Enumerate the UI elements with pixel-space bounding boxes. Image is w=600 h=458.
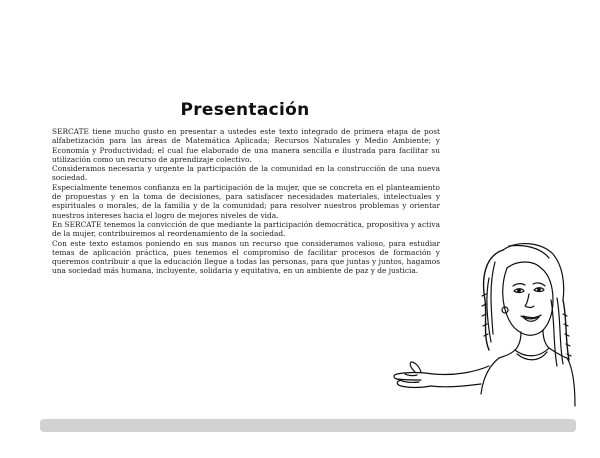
paragraph-closing: Con este texto estamos poniendo en sus manos un recurso que consideramos valioso, para estudiar temas de aplicación práctica, pues tenemos el compromiso de facilitar procesos de formación y queremos contribuir a que la educación llegue a todas las personas, para que juntas y juntos, hagamos una sociedad más humana, incluyente, solidaria y equitativa, en un ambiente de paz y de justicia. xyxy=(52,238,440,276)
paragraph-conviction: En SERCATE tenemos la convicción de que mediante la participación democrática, propositiva y activa de la mujer, contribuiremos al reordenamiento de la sociedad. xyxy=(52,219,440,239)
footer-bar xyxy=(40,419,576,432)
paragraph-intro: SERCATE tiene mucho gusto en presentar a ustedes este texto integrado de primera etapa de post alfabetización para las áreas de Matemática Aplicada; Recursos Naturales y Medio Ambiente; y Economía y Productividad; el cual fue elaborado de una manera sencilla e ilustrada para facilitar su utilización como un recurso de aprendizaje colectivo. xyxy=(52,127,440,164)
woman-presenting-illustration xyxy=(385,238,577,408)
page-title: Presentación xyxy=(180,100,310,120)
paragraph-women: Especialmente tenemos confianza en la participación de la mujer, que se concreta en el planteamiento de propuestas y en la toma de decisiones, para satisfacer necesidades materiales, intelectuales y espirituales o morales, de la familia y de la comunidad; para resolver nuestros problemas y orientar nuestros intereses hacia el logro de mejores niveles de vida. xyxy=(52,182,440,220)
presentation-text xyxy=(52,127,440,276)
paragraph-community: Consideramos necesaria y urgente la participación de la comunidad en la construcción de una nueva sociedad. xyxy=(52,164,440,183)
